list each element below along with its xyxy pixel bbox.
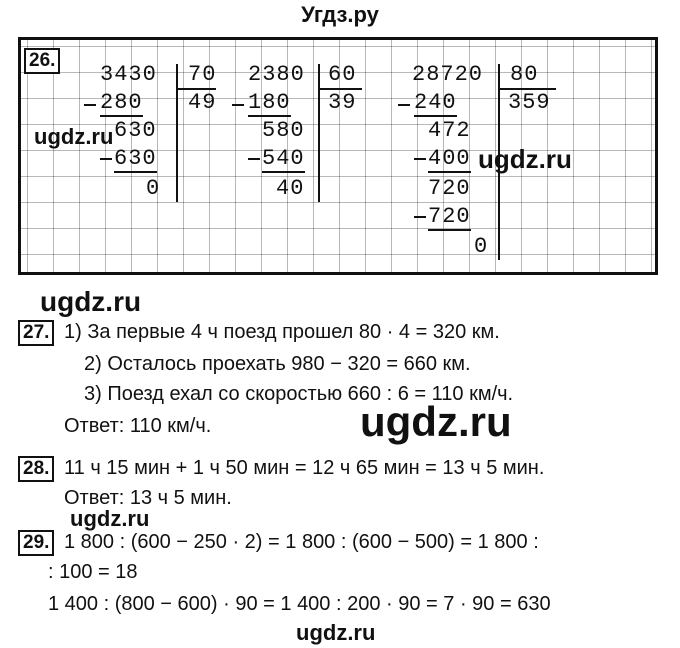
task29-number: 29. xyxy=(18,530,54,556)
task29-line-1: 1 800 : (600 − 250 · 2) = 1 800 : (600 − 500) = 1 800 : xyxy=(64,531,539,553)
div1-step-3: 630 xyxy=(114,146,157,171)
task26-number-box xyxy=(24,48,60,74)
div3-minus-3 xyxy=(414,216,426,218)
task28-line-1: 11 ч 15 мин + 1 ч 50 мин = 12 ч 65 мин = 13 ч 5 мин. xyxy=(64,457,545,479)
watermark-2: ugdz.ru xyxy=(478,144,572,174)
task29-line-2: : 100 = 18 xyxy=(48,561,138,583)
div3-step-4: 720 xyxy=(428,176,471,201)
task27-number-box xyxy=(18,320,54,346)
div1-step-1: 280 xyxy=(100,90,143,115)
div2-quotient: 39 xyxy=(328,90,357,115)
div3-minus-1 xyxy=(398,104,410,106)
task28-number-box xyxy=(18,456,54,482)
task27-line-2: 2) Осталось проехать 980 − 320 = 660 км. xyxy=(84,353,471,375)
div3-quotient: 359 xyxy=(508,90,551,115)
div3-step-5: 720 xyxy=(428,204,471,229)
div2-step-2: 580 xyxy=(262,118,305,143)
div2-minus-2 xyxy=(248,158,260,160)
div2-step-3: 540 xyxy=(262,146,305,171)
div2-minus-1 xyxy=(232,104,244,106)
div1-vertical-line xyxy=(176,64,178,202)
div1-minus-2 xyxy=(100,158,112,160)
div3-minus-2 xyxy=(414,158,426,160)
div2-vertical-line xyxy=(318,64,320,202)
task27-number: 27. xyxy=(18,320,54,346)
task29-number-box xyxy=(18,530,54,556)
watermark-1: ugdz.ru xyxy=(34,124,114,149)
div3-step-1: 240 xyxy=(414,90,457,115)
watermark-6: ugdz.ru xyxy=(296,620,376,645)
site-title: Угдз.ру xyxy=(301,2,379,27)
div1-minus-1 xyxy=(84,104,96,106)
div2-dividend: 2380 xyxy=(248,62,305,87)
div3-step-2: 472 xyxy=(428,118,471,143)
task27-line-3: 3) Поезд ехал со скоростью 660 : 6 = 110 км/ч. xyxy=(84,383,514,405)
div1-step-2: 630 xyxy=(114,118,157,143)
task28-number: 28. xyxy=(18,456,54,482)
div1-quotient: 49 xyxy=(188,90,217,115)
div3-step-3: 400 xyxy=(428,146,471,171)
div2-step-1: 180 xyxy=(248,90,291,115)
div1-dividend: 3430 xyxy=(100,62,157,87)
task27-line-1: 1) За первые 4 ч поезд прошел 80 · 4 = 320 км. xyxy=(64,321,500,343)
div2-divisor: 60 xyxy=(328,62,357,87)
watermark-4: ugdz.ru xyxy=(360,398,512,445)
task29-line-3: 1 400 : (800 − 600) · 90 = 1 400 : 200 · 90 = 7 · 90 = 630 xyxy=(48,593,551,615)
div3-divisor: 80 xyxy=(510,62,539,87)
div1-step-4: 0 xyxy=(146,176,161,201)
task27-line-4: Ответ: 110 км/ч. xyxy=(64,415,212,437)
task26-number: 26. xyxy=(24,48,60,74)
task28-line-2: Ответ: 13 ч 5 мин. xyxy=(64,487,232,509)
watermark-3: ugdz.ru xyxy=(40,286,142,317)
div1-divisor: 70 xyxy=(188,62,217,87)
div3-step-6: 0 xyxy=(474,234,489,259)
watermark-5: ugdz.ru xyxy=(70,506,150,531)
div2-step-4: 40 xyxy=(276,176,305,201)
div3-dividend: 28720 xyxy=(412,62,484,87)
